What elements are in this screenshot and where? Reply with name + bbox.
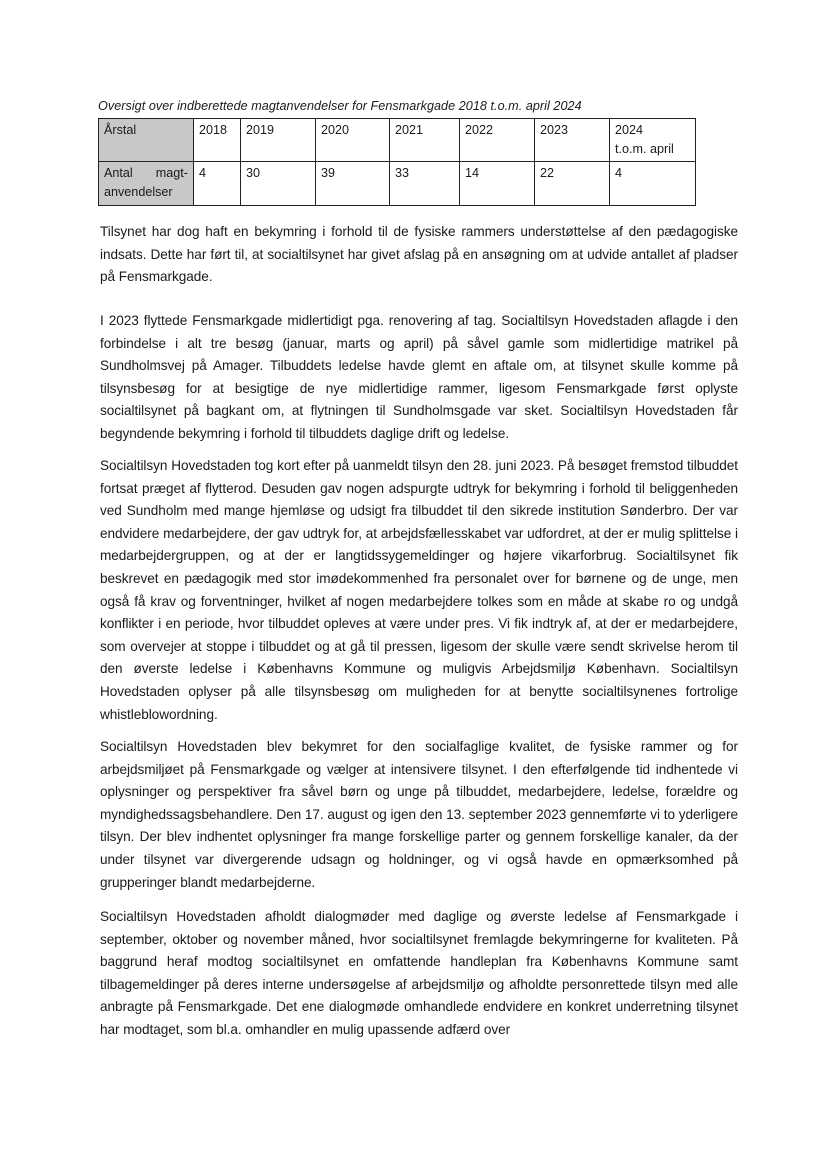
row-label-line-2: anvendelser (104, 185, 173, 199)
table-row-years (99, 119, 696, 162)
body-paragraph: I 2023 flyttede Fensmarkgade midlertidigt pga. renovering af tag. Socialtilsyn Hovedstaden aflagde i den forbindelse i alt tre besøg (januar, marts og april) på såvel gamle som midlertidige matrikel på Sundholmsvej på Amager. Tilbuddets ledelse havde glemt en aftale om, at tilsynet skulle komme på tilsynsbesøg for at besigtige de nye midlertidige rammer, ligesom Fensmarkgade først oplyste socialtilsynet på bagkant om, at flytningen til Sundholmsgade var sket. Socialtilsyn Hovedstaden får begyndende bekymring i forhold til tilbuddets daglige drift og ledelse. (100, 313, 738, 441)
year-2019: 2019 (246, 123, 275, 137)
body-paragraph: Socialtilsyn Hovedstaden blev bekymret for den socialfaglige kvalitet, de fysiske rammer og for arbejdsmiljøet på Fensmarkgade og vælger at intensivere tilsynet. I den efterfølgende tid indhentede vi oplysninger og perspektiver fra såvel børn og unge på tilbuddet, medarbejdere, ledelse, forældre og myndighedssagsbehandlere. Den 17. august og igen den 13. september 2023 gennemførte vi to yderligere tilsyn. Der blev indhentet oplysninger fra mange forskellige parter og gennem forskellige kanaler, da der under tilsynet var divergerende udsagn og holdninger, og vi også havde en opmærksomhed på grupperinger blandt medarbejderne. (100, 739, 738, 890)
table-header-label: Årstal (99, 119, 194, 162)
table-cell-year (241, 119, 316, 162)
year-2024-note: t.o.m. april (615, 142, 674, 156)
year-2022: 2022 (465, 123, 494, 137)
table-row-label (99, 162, 194, 206)
table-cell-count: 22 (535, 162, 610, 206)
use-of-force-table (98, 118, 696, 206)
table-cell-count: 30 (241, 162, 316, 206)
table-cell-year (535, 119, 610, 162)
table-cell-count: 4 (194, 162, 241, 206)
year-2024: 2024 (615, 123, 644, 137)
table-cell-count: 4 (610, 162, 696, 206)
row-label-line-1: Antal magt- (104, 166, 188, 180)
table-cell-year (194, 119, 241, 162)
table-cell-year (460, 119, 535, 162)
table-cell-year (610, 119, 696, 162)
table-cell-count: 14 (460, 162, 535, 206)
body-paragraph: Socialtilsyn Hovedstaden tog kort efter på uanmeldt tilsyn den 28. juni 2023. På besøget fremstod tilbuddet fortsat præget af flytterod. Desuden gav nogen adspurgte udtryk for bekymring i forhold til beliggenheden ved Sundholm med mange hjemløse og udsigt fra tilbuddet til den sikrede institution Sønderbro. Der var endvidere medarbejdere, der gav udtryk for, at arbejdsfællesskabet var udfordret, at der er mulig splittelse i medarbejdergruppen, og at der er langtidssygemeldinger og højere vikarforbrug. Socialtilsynet fik beskrevet en pædagogik med stor imødekommenhed fra personalet over for børnene og de unge, men også få krav og forventninger, hvilket af nogen medarbejdere tolkes som en måde at skabe ro og undgå konflikter i en periode, hvor tilbuddet opleves at være under pres. Vi fik indtryk af, at der er medarbejdere, som overvejer at stoppe i tilbuddet og at gå til pressen, ligesom der skulle være sendt skrivelse herom til den øverste ledelse i Københavns Kommune og muligvis Arbejdsmiljø København. Socialtilsyn Hovedstaden oplyser på alle tilsynsbesøg om muligheden for at benytte socialtilsynenes fortrolige whistleblowordning. (100, 458, 738, 722)
year-2023: 2023 (540, 123, 569, 137)
table-row-counts (99, 162, 696, 206)
year-2018: 2018 (199, 123, 228, 137)
table-cell-count: 39 (316, 162, 390, 206)
body-paragraph: Socialtilsyn Hovedstaden afholdt dialogmøder med daglige og øverste ledelse af Fensmarkgade i september, oktober og november måned, hvor socialtilsynet fremlagde bekymringerne for kvaliteten. På baggrund heraf modtog socialtilsynet en omfattende handleplan fra Københavns Kommune samt tilbagemeldinger på deres interne undersøgelse af arbejdsmiljø og afholdte personrettede tilsyn med alle anbragte på Fensmarkgade. Det ene dialogmøde omhandlede endvidere en konkret underretning tilsynet har modtaget, som bl.a. omhandler en mulig upassende adfærd over (100, 909, 738, 1037)
table-cell-count: 33 (390, 162, 460, 206)
table-cell-year (316, 119, 390, 162)
body-paragraph: Tilsynet har dog haft en bekymring i forhold til de fysiske rammers understøttelse af den pædagogiske indsats. Dette har ført til, at socialtilsynet har givet afslag på en ansøgning om at udvide antallet af pladser på Fensmarkgade. (100, 224, 738, 285)
year-2020: 2020 (321, 123, 350, 137)
table-caption: Oversigt over indberettede magtanvendelser for Fensmarkgade 2018 t.o.m. april 2024 (98, 99, 582, 113)
year-2021: 2021 (395, 123, 424, 137)
table-cell-year (390, 119, 460, 162)
